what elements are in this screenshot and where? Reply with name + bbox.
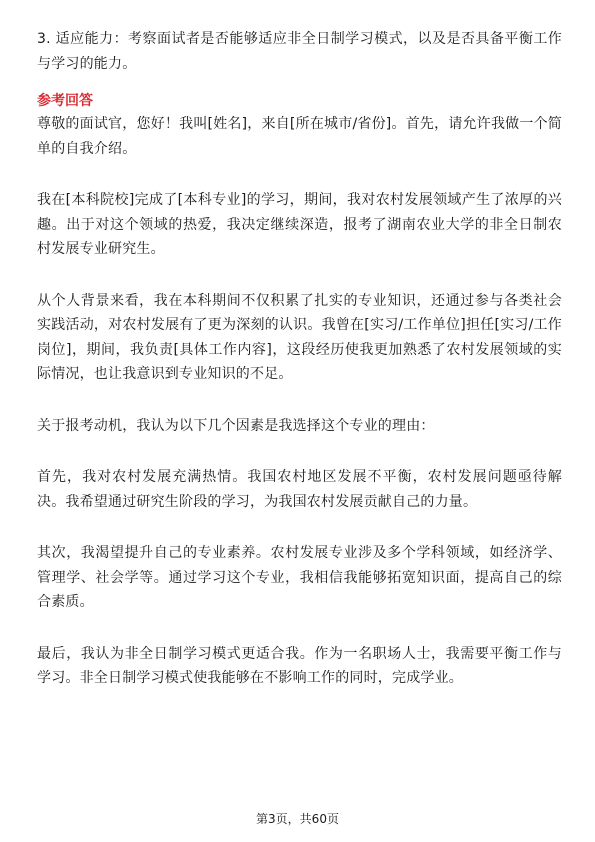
answer-paragraph-2: 我在[本科院校]完成了[本科专业]的学习，期间，我对农村发展领域产生了浓厚的兴趣。出于对这个领域的热爱，我决定继续深造，报考了湖南农业大学的非全日制农村发展专业研究生。 <box>37 192 562 257</box>
question-text: 3. 适应能力：考察面试者是否能够适应非全日制学习模式，以及是否具备平衡工作与学习的能力。 <box>37 31 562 72</box>
answer-paragraph-6: 其次，我渴望提升自己的专业素养。农村发展专业涉及多个学科领域，如经济学、管理学、社会学等。通过学习这个专业，我相信我能够拓宽知识面，提高自己的综合素质。 <box>37 545 562 610</box>
reference-answer-label: 参考回答 <box>37 93 93 109</box>
answer-paragraph-3: 从个人背景来看，我在本科期间不仅积累了扎实的专业知识，还通过参与各类社会实践活动，对农村发展有了更为深刻的认识。我曾在[实习/工作单位]担任[实习/工作岗位]，期间，我负责[具体工作内容]，这段经历使我更加熟悉了农村发展领域的实际情况，也让我意识到专业知识的不足。 <box>37 292 562 382</box>
answer-paragraph-7: 最后，我认为非全日制学习模式更适合我。作为一名职场人士，我需要平衡工作与学习。非全日制学习模式使我能够在不影响工作的同时，完成学业。 <box>37 645 562 686</box>
answer-paragraph-5: 首先，我对农村发展充满热情。我国农村地区发展不平衡，农村发展问题亟待解决。我希望通过研究生阶段的学习，为我国农村发展贡献自己的力量。 <box>37 469 562 510</box>
document-page <box>37 27 562 691</box>
answer-paragraph-1: 尊敬的面试官，您好！我叫[姓名]，来自[所在城市/省份]。首先，请允许我做一个简单的自我介绍。 <box>37 116 562 157</box>
page-number-footer: 第3页，共60页 <box>256 812 339 826</box>
answer-paragraph-4: 关于报考动机，我认为以下几个因素是我选择这个专业的理由： <box>37 417 435 434</box>
